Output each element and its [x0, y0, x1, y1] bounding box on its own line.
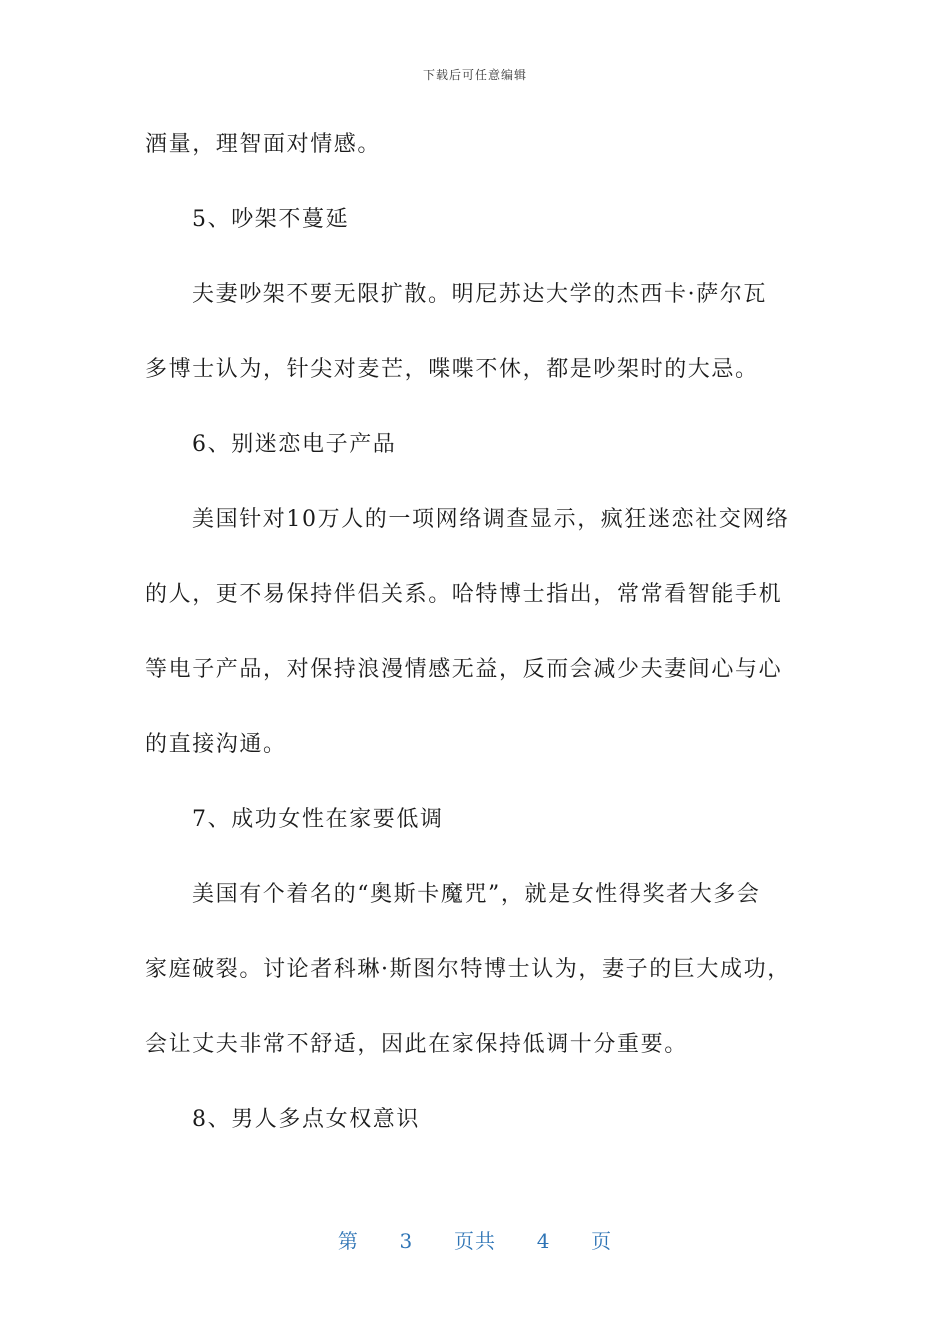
section-heading-8: 8、男人多点女权意识 — [192, 1107, 420, 1132]
section-heading-5: 5、吵架不蔓延 — [192, 207, 350, 232]
paragraph-line: 夫妻吵架不要无限扩散。明尼苏达大学的杰西卡·萨尔瓦 — [192, 282, 767, 307]
paragraph-line: 等电子产品，对保持浪漫情感无益，反而会减少夫妻间心与心 — [145, 657, 783, 682]
section-heading-7: 7、成功女性在家要低调 — [192, 807, 444, 832]
paragraph-line: 美国针对10万人的一项网络调查显示，疯狂迷恋社交网络 — [192, 507, 790, 532]
footer-total-pages: 4 — [536, 1229, 551, 1253]
paragraph-line: 的人，更不易保持伴侣关系。哈特博士指出，常常看智能手机 — [145, 582, 783, 607]
section-heading-6: 6、别迷恋电子产品 — [192, 432, 397, 457]
footer-prefix: 第 — [337, 1229, 359, 1253]
footer-middle: 页共 — [454, 1229, 496, 1253]
paragraph-line: 美国有个着名的“奥斯卡魔咒”，就是女性得奖者大多会 — [192, 882, 761, 907]
paragraph-line: 酒量，理智面对情感。 — [145, 132, 382, 157]
page-footer — [0, 1225, 950, 1254]
footer-suffix: 页 — [591, 1229, 613, 1253]
paragraph-line: 的直接沟通。 — [145, 732, 287, 757]
paragraph-line: 多博士认为，针尖对麦芒，喋喋不休，都是吵架时的大忌。 — [145, 357, 759, 382]
footer-current-page: 3 — [399, 1229, 414, 1253]
paragraph-line: 会让丈夫非常不舒适，因此在家保持低调十分重要。 — [145, 1032, 688, 1057]
header-note: 下载后可任意编辑 — [422, 68, 527, 82]
paragraph-line: 家庭破裂。讨论者科琳·斯图尔特博士认为，妻子的巨大成功， — [145, 957, 791, 982]
